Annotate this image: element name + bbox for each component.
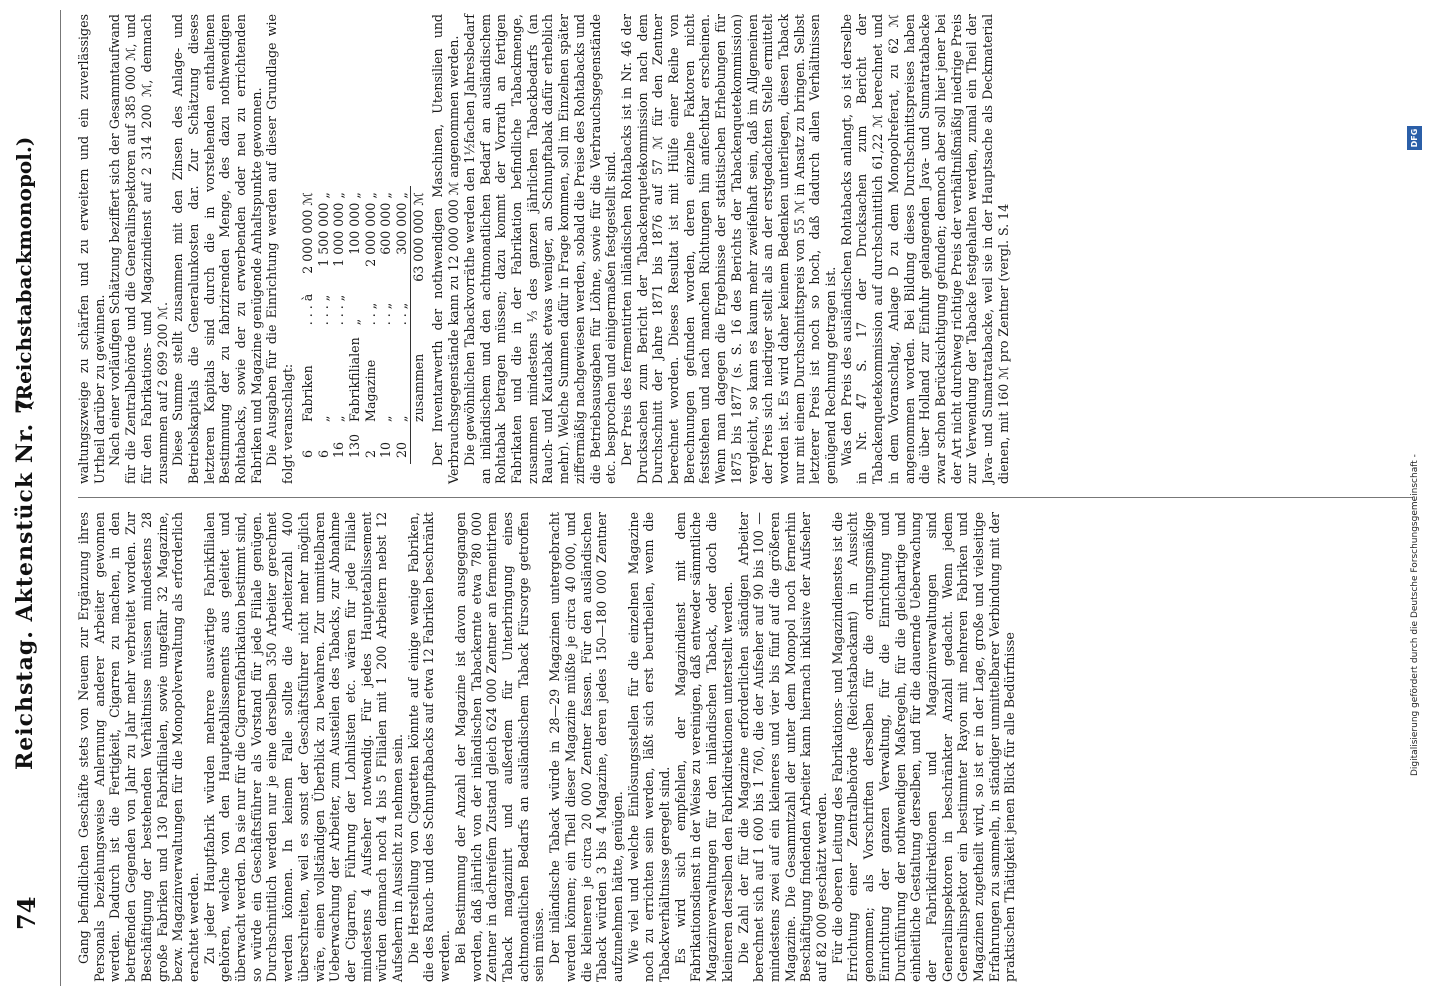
header-rule	[60, 10, 61, 986]
row-amount: 1 500 000 „	[315, 192, 331, 267]
row-label: „	[331, 415, 347, 422]
paragraph: Nach einer vorläufigen Schätzung beziffert sich der Gesammtaufwand für die Zentralbehörde und die Generalinspektoren auf 385 000 ℳ, und für den Fabrikations- und Magazindienst auf 2 314 200 ℳ, demnach zusammen auf 2 699 200 ℳ.	[107, 14, 170, 484]
paragraph: Bei Bestimmung der Anzahl der Magazine ist davon ausgegangen worden, daß jährlich von der inländischen Tabackernte etwa 780 000 Zentner in dachreifem Zustand gleich 624 000 Zentner an fermentirtem Taback magazinirt und außerdem für Unterbringung eines achtmonatlichen Bedarfs an ausländischem Taback Fürsorge getroffen sein müsse.	[452, 512, 547, 982]
row-count: 10	[378, 441, 394, 458]
total-amount: 63 000 000 ℳ	[410, 186, 426, 288]
table-row	[347, 186, 363, 464]
table-row	[378, 186, 394, 464]
row-count: 16	[331, 441, 347, 458]
row-amount: 100 000 „	[346, 192, 362, 255]
row-count: 6	[299, 449, 315, 458]
row-label: „	[315, 415, 331, 422]
paragraph: Die Herstellung von Cigaretten könnte auf einige wenige Fabriken, die des Rauch- und des Schnupftabacks auf etwa 12 Fabriken beschränkt werden.	[405, 512, 453, 982]
row-amount: 1 000 000 „	[331, 192, 347, 267]
dfg-logo: DFG	[1407, 126, 1422, 150]
row-sep: . . . à	[299, 293, 315, 326]
paragraph: Zu jeder Hauptfabrik würden mehrere auswärtige Fabrikfilialen gehören, welche von den Hauptetablissements aus geleitet und überwacht werden. Da sie nur für die Cigarrenfabrikation bestimmt sind, so würde ein Geschäftsführer als Vorstand für jede Filiale genügen. Durchschnittlich werden nur je eine derselben 350 Arbeiter gerechnet werden können. In keinem Falle sollte die Arbeiterzahl 400 überschreiten, weil es sonst der Geschäftsführer nicht mehr möglich wäre, einen vollständigen Überblick zu bewahren. Zur unmittelbaren Ueberwachung der Arbeiter, zum Austeilen des Tabacks, zur Abnahme der Cigarren, Führung der Lohnlisten etc. wären für jede Filiale mindestens 4 Aufseher notwendig. Für jedes Hauptetablissement würden demnach noch 4 bis 5 Filialen mit 1 200 Arbeitern nebst 12 Aufsehern in Aussicht zu nehmen sein.	[201, 512, 406, 982]
row-count: 130	[346, 433, 362, 458]
table-row	[363, 186, 379, 464]
total-label: zusammen	[410, 288, 426, 428]
row-amount: 300 000 „	[394, 192, 410, 255]
row-sep: „	[346, 318, 362, 326]
row-sep: . . . „	[331, 294, 347, 326]
page-subtitle: (Reichstabackmonopol.)	[12, 136, 36, 410]
row-sep: . . „	[378, 302, 394, 326]
row-amount: 600 000 „	[378, 192, 394, 255]
allocation-table	[300, 186, 427, 464]
digitization-note	[1403, 0, 1427, 1000]
paragraph: waltungszweige zu schärfen und zu erweitern und ein zuverlässiges Urtheil darüber zu gewinnen.	[76, 14, 107, 484]
column-divider	[78, 497, 1413, 498]
row-amount: 2 000 000 ℳ	[299, 192, 315, 274]
page-header	[6, 50, 46, 930]
digitization-text: Digitalisierung gefördert durch die Deutsche Forschungsgemeinschaft -	[1410, 454, 1420, 776]
paragraph: Für die oberen Leitung des Fabrikations- und Magazindienstes ist die Errichtung einer Zentralbehörde (Reichstabackamt) in Aussicht genommen; als Vorschriften derselben für die ordnungsmäßige Einrichtung der ganzen Verwaltung, für die Einrichtung und Durchführung der nothwendigen Maßregeln, für die gleichartige und einheitliche Gestaltung derselben, und für die dauernde Ueberwachung der Fabrikdirektionen und Magazinverwaltungen sind Generalinspektoren in beschränkter Anzahl gedacht. Wenn jedem Generalinspektor ein bestimmter Rayon mit mehreren Fabriken und Magazinen zugetheilt wird, so ist er in der Lage, große und vielseitige Erfahrungen zu sammeln, in ständiger unmittelbarer Verbindung mit der praktischen Thätigkeit jenen Blick für alle Bedürfnisse	[829, 512, 1018, 982]
paragraph: Es wird sich empfehlen, der Magazindienst mit dem Fabrikationsdienst in der Weise zu vereinigen, daß entweder sämmtliche Magazinverwaltungen für den inländischen Taback, oder doch die kleineren derselben den Fabrikdirektionen unterstellt werden.	[672, 512, 735, 982]
page-title: Reichstag. Aktenstück Nr. 7.	[12, 389, 38, 770]
table-row	[331, 186, 347, 464]
paragraph: Diese Summe stellt zusammen mit den Zinsen des Anlage- und Betriebskapitals die Generalunkosten dar. Zur Schätzung dieses letzteren Kapitals sind durch die in vorstehenden enthaltenen Bestimmung der zu fabrizirenden Menge, des dazu nothwendigen Rohtabacks, sowie der zu erwerbenden oder neu zu errichtenden Fabriken und Magazine genügende Anhaltspunkte gewonnen.	[170, 14, 264, 484]
row-count: 20	[394, 441, 410, 458]
paragraph: Die gewöhnlichen Tabackvorräthe werden den 1½fachen Jahresbedarf an inländischem und den achtmonatlichen Bedarf an ausländischem Rohtabak betragen müssen; dazu kommt der Vorrath an fertigen Fabrikaten und die in der Fabrikation befindliche Tabackmenge, zusammen mindestens ⅓ des ganzen jährlichen Tabackbedarfs (an Rauch- und Kautabak etwas weniger, an Schnupftabak dafür erheblich mehr). Welche Summen dafür in Frage kommen, soll im Einzelnen später ziffermäßig nachgewiesen werden, sobald die Preise des Rohtabacks und die Betriebsausgaben für Löhne, sowie für die Verbrauchsgegenstände etc. besprochen und einigermaßen festgestellt sind.	[461, 14, 619, 484]
row-label: „	[394, 415, 410, 422]
row-amount: 2 000 000 „	[362, 192, 378, 267]
right-column	[76, 14, 1011, 484]
paragraph: Der Preis des fermentirten inländischen Rohtabacks ist in Nr. 46 der Drucksachen zum Bericht der Tabackenquetekommission nach dem Durchschnitt der Jahre 1871 bis 1876 auf 57 ℳ für den Zentner berechnet worden. Dieses Resultat ist mit Hülfe einer Reihe von Berechnungen gefunden worden, deren einzelne Faktoren nicht feststehen und nach manchen Richtungen hin anfechtbar erscheinen. Wenn man dagegen die Ergebnisse der statistischen Erhebungen für 1875 bis 1877 (s. S. 16 des Berichts der Tabackenquetekommission) vergleicht, so kann es kaum mehr zweifelhaft sein, daß im Allgemeinen der Preis sich niedriger stellt als an der erstgedachten Stelle ermittelt worden ist. Es wird daher keinem Bedenken unterliegen, diesen Taback nur mit einem Durchschnittspreis von 55 ℳ in Ansatz zu bringen. Selbst letzterer Preis ist noch so hoch, daß dadurch allen Verhältnissen genügend Rechnung getragen ist.	[618, 14, 839, 484]
left-column	[76, 512, 1018, 982]
row-label: Fabrikfilialen	[346, 337, 362, 422]
paragraph: Wie viel und welche Einlösungsstellen für die einzelnen Magazine noch zu errichten sein werden, läßt sich erst beurtheilen, wenn die Tabackverhältnisse geregelt sind.	[625, 512, 673, 982]
paragraph: Die Zahl der für die Magazine erforderlichen ständigen Arbeiter berechnet sich auf 1 600 bis 1 760, die der Aufseher auf 90 bis 100 — mindestens zwei auf ein kleineres und vier bis fünf auf die größeren Magazine. Die Gesammtzahl der unter dem Monopol noch fernerhin Beschäftigung findenden Arbeiter kann hiernach inklusive der Aufseher auf 82 000 geschätzt werden.	[735, 512, 830, 982]
paragraph: Was den Preis des ausländischen Rohtabacks anlangt, so ist derselbe in Nr. 47 S. 17 der Drucksachen zum Bericht der Tabackenquetekommission auf durchschnittlich 61,22 ℳ berechnet und in dem Voranschlag, Anlage D zu dem Monopolreferat, zu 62 ℳ angenommen worden. Bei Bildung dieses Durchschnittspreises haben die über Holland zur Einfuhr gelangenden Java- und Sumatratabacke zwar schon Berücksichtigung gefunden; dennoch aber soll hier jener bei der Art nicht durchweg richtige Preis der verhältnißmäßig niedrige Preis zur Verwendung der Tabacke festgehalten werden, zumal ein Theil der Java- und Sumatratabacke, weil sie in der Hauptsache als Deckmaterial dienen, mit 160 ℳ pro Zentner (vergl. S. 14	[838, 14, 1011, 484]
row-label: „	[378, 415, 394, 422]
paragraph: Der inländische Taback würde in 28—29 Magazinen untergebracht werden können; ein Theil dieser Magazine müßte je circa 40 000, und die kleineren je circa 20 000 Zentner fassen. Für den ausländischen Taback würden 3 bis 4 Magazine, deren jedes 150—180 000 Zentner aufzunehmen hätte, genügen.	[547, 512, 625, 982]
row-count: 6	[315, 449, 331, 458]
row-sep: . . „	[394, 302, 410, 326]
table-total-row	[410, 186, 426, 464]
paragraph: Gang befindlichen Geschäfte stets von Neuem zur Ergänzung ihres Personals beziehungsweise Anlernung anderer Arbeiter gewonnen werden. Dadurch ist die Fertigkeit, Cigarren zu machen, in den betreffenden Gegenden von Jahr zu Jahr mehr verbreitet worden. Zur Beschäftigung der bestehenden Verhältnisse müssen mindestens 28 große Fabriken und 130 Fabrikfilialen, sowie ungefähr 32 Magazine, bezw. Magazinverwaltungen für die Monopolverwaltung als erforderlich erachtet werden.	[76, 512, 201, 982]
row-label: Magazine	[362, 359, 378, 422]
row-label: Fabriken	[299, 365, 315, 422]
table-row	[394, 186, 410, 464]
table-row	[316, 186, 332, 464]
row-count: 2	[362, 449, 378, 458]
row-sep: . . „	[362, 302, 378, 326]
row-sep: . . . „	[315, 294, 331, 326]
paragraph: Der Inventarwerth der nothwendigen Maschinen, Utensilien und Verbrauchsgegenstände kann zu 12 000 000 ℳ angenommen werden.	[430, 14, 462, 484]
paragraph: Die Ausgaben für die Einrichtung werden auf dieser Grundlage wie folgt veranschlagt:	[264, 14, 296, 484]
page-number: 74	[12, 896, 41, 930]
table-row	[300, 186, 316, 464]
